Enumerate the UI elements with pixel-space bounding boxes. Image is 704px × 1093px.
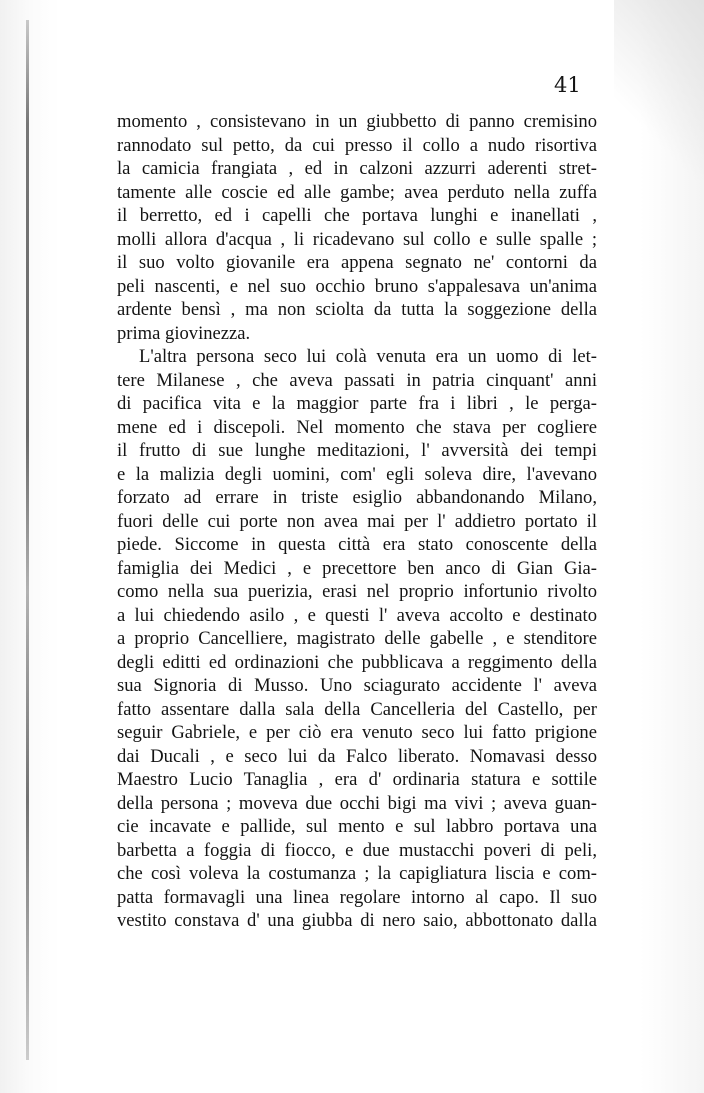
text-line: il suo volto giovanile era appena segnato ne' contorni da — [117, 252, 597, 273]
text-line: piede. Siccome in questa città era stato conoscente della — [117, 534, 597, 555]
text-line: peli nascenti, e nel suo occhio bruno s'appalesava un'anima — [117, 275, 597, 297]
text-line: famiglia dei Medici , e precettore ben anco di Gian Gia- — [117, 557, 597, 579]
text-line: L'altra persona seco lui colà venuta era un uomo di let- — [139, 346, 597, 367]
text-line: dai Ducali , e seco lui da Falco liberato. Nomavasi desso — [117, 745, 597, 767]
text-line: il frutto di sue lunghe meditazioni, l' avversità dei tempi — [117, 440, 597, 461]
text-line: prima giovinezza. — [117, 322, 251, 344]
page-number: 41 — [554, 73, 581, 97]
text-line: sua Signoria di Musso. Uno sciagurato accidente l' aveva — [117, 675, 597, 696]
text-line: la camicia frangiata , ed in calzoni azzurri aderenti stret- — [117, 158, 597, 179]
text-line: Maestro Lucio Tanaglia , era d' ordinaria statura e sottile — [117, 769, 597, 790]
text-line: degli editti ed ordinazioni che pubblicava a reggimento della — [117, 651, 597, 673]
page-shading — [614, 0, 704, 180]
binding-edge — [26, 20, 29, 1060]
text-line: tamente alle coscie ed alle gambe; avea perduto nella zuffa — [117, 181, 597, 203]
text-line: molli allora d'acqua , li ricadevano sul collo e sulle spalle ; — [117, 228, 597, 250]
text-line: e la malizia degli uomini, com' egli soleva dire, l'avevano — [117, 463, 597, 485]
text-line: cie incavate e pallide, sul mento e sul labbro portava una — [117, 816, 597, 837]
text-line: seguir Gabriele, e per ciò era venuto seco lui fatto prigione — [117, 722, 597, 743]
text-line: di pacifica vita e la maggior parte fra i libri , le perga- — [117, 393, 597, 414]
text-line: mene ed i discepoli. Nel momento che stava per cogliere — [117, 416, 597, 438]
text-line: fuori delle cui porte non avea mai per l' addietro portato il — [117, 510, 597, 532]
text-line: momento , consistevano in un giubbetto di panno cremisino — [117, 111, 597, 132]
text-line: a proprio Cancelliere, magistrato delle gabelle , e stenditore — [117, 628, 597, 649]
text-line: che così voleva la costumanza ; la capigliatura liscia e com- — [117, 863, 597, 884]
text-line: il berretto, ed i capelli che portava lunghi e inanellati , — [117, 205, 597, 226]
text-line: barbetta a foggia di fiocco, e due mustacchi poveri di peli, — [117, 839, 597, 861]
text-line: ardente bensì , ma non sciolta da tutta la soggezione della — [117, 299, 597, 320]
text-line: tere Milanese , che aveva passati in patria cinquant' anni — [117, 369, 597, 391]
text-line: della persona ; moveva due occhi bigi ma vivi ; aveva guan- — [117, 792, 597, 814]
text-line: rannodato sul petto, da cui presso il collo a nudo risortiva — [117, 134, 597, 156]
text-line: forzato ad errare in triste esiglio abbandonando Milano, — [117, 487, 597, 508]
text-line: patta formavagli una linea regolare intorno al capo. Il suo — [117, 886, 597, 908]
text-line: fatto assentare dalla sala della Cancelleria del Castello, per — [117, 698, 597, 720]
body-text — [117, 110, 597, 933]
text-line: vestito constava d' una giubba di nero saio, abbottonato dalla — [117, 910, 597, 931]
text-line: como nella sua puerizia, erasi nel proprio infortunio rivolto — [117, 581, 597, 602]
text-line: a lui chiedendo asilo , e questi l' aveva accolto e destinato — [117, 604, 597, 626]
